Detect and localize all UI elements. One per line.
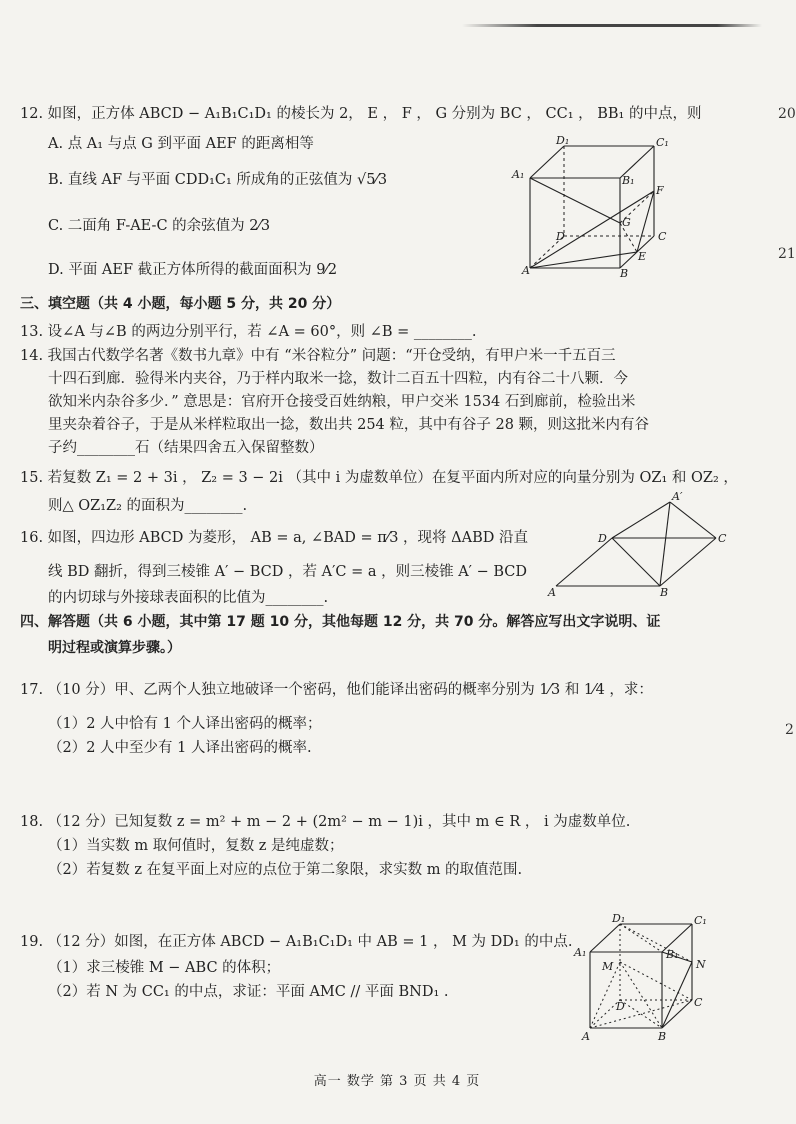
scan-artifact-line — [462, 24, 762, 27]
q18-part-1: （1）当实数 m 取何值时，复数 z 是纯虚数； — [48, 838, 344, 854]
q19-label-N: N — [696, 958, 706, 971]
q17-stem: 17. （10 分）甲、乙两个人独立地破译一个密码，他们能译出密码的概率分别为 1⁄3 和 1⁄4 ，求： — [20, 682, 653, 698]
q16-label-B: B — [660, 586, 669, 599]
page-footer: 高一 数学 第 3 页 共 4 页 — [313, 1074, 481, 1089]
edge-mark-1: 20 — [778, 106, 796, 122]
q16-rhombus-figure — [540, 490, 730, 600]
q16-line-1: 16. 如图，四边形 ABCD 为菱形， AB = a, ∠BAD = π⁄3 ，现将 ΔABD 沿直 — [20, 530, 528, 546]
q12-option-d: D. 平面 AEF 截正方体所得的截面面积为 9⁄2 — [48, 262, 338, 278]
q12-label-B: B — [620, 267, 629, 280]
section3-heading: 三、填空题（共 4 小题，每小题 5 分，共 20 分） — [20, 296, 341, 312]
q12-label-D1: D₁ — [556, 134, 570, 147]
q17-part-1: （1）2 人中恰有 1 个人译出密码的概率； — [48, 716, 322, 732]
q18-stem: 18. （12 分）已知复数 z = m² + m − 2 + (2m² − m − 1)i ，其中 m ∈ R ， i 为虚数单位. — [20, 814, 631, 830]
q19-label-M: M — [602, 960, 614, 973]
q16-line-3: 的内切球与外接球表面积的比值为________. — [48, 590, 329, 606]
q12-label-D: D — [556, 230, 565, 243]
q14-line-4: 里夹杂着谷子，于是从米样粒取出一捻，数出共 254 粒，其中有谷子 28 颗，则这批米内有谷 — [48, 417, 650, 433]
q12-option-b: B. 直线 AF 与平面 CDD₁C₁ 所成角的正弦值为 √5⁄3 — [48, 172, 388, 188]
q16-label-A: A — [548, 586, 556, 599]
q12-label-C1: C₁ — [656, 136, 669, 149]
q14-line-3: 欲知米内杂谷多少．” 意思是：官府开仓接受百姓纳粮，甲户交米 1534 石到廊前，检验出米 — [48, 394, 636, 410]
q18-part-2: （2）若复数 z 在复平面上对应的点位于第二象限，求实数 m 的取值范围. — [48, 862, 523, 878]
q19-label-D1: D₁ — [612, 912, 626, 925]
q17-part-2: （2）2 人中至少有 1 人译出密码的概率. — [48, 740, 312, 756]
q12-label-G: G — [622, 216, 631, 229]
q14-line-1: 14. 我国古代数学名著《数书九章》中有 “米谷粒分” 问题：“开仓受纳，有甲户米一千五百三 — [20, 348, 616, 364]
q15-line-2: 则△ OZ₁Z₂ 的面积为________. — [48, 498, 248, 514]
q16-label-Aprime: A′ — [672, 490, 683, 503]
q19-part-2: （2）若 N 为 CC₁ 的中点，求证：平面 AMC // 平面 BND₁ . — [48, 984, 449, 1000]
q12-option-a: A. 点 A₁ 与点 G 到平面 AEF 的距离相等 — [48, 136, 314, 152]
q12-label-F: F — [656, 184, 664, 197]
q12-label-A: A — [522, 264, 530, 277]
q19-stem: 19. （12 分）如图，在正方体 ABCD − A₁B₁C₁D₁ 中 AB = 1 ， M 为 DD₁ 的中点. — [20, 934, 573, 950]
section4-heading-line-1: 四、解答题（共 6 小题，其中第 17 题 10 分，其他每题 12 分，共 70 分。解答应写出文字说明、证 — [20, 614, 661, 630]
q12-option-c: C. 二面角 F-AE-C 的余弦值为 2⁄3 — [48, 218, 271, 234]
q12-label-C: C — [658, 230, 667, 243]
q16-line-2: 线 BD 翻折，得到三棱锥 A′ − BCD ，若 A′C = a ，则三棱锥 A′ − BCD — [48, 564, 527, 580]
q12-label-B1: B₁ — [622, 174, 635, 187]
q16-label-C: C — [718, 532, 727, 545]
q19-part-1: （1）求三棱锥 M − ABC 的体积； — [48, 960, 281, 976]
q19-cube-figure — [570, 910, 720, 1050]
q15-line-1: 15. 若复数 Z₁ = 2 + 3i ， Z₂ = 3 − 2i （其中 i 为虚数单位）在复平面内所对应的向量分别为 OZ₁ 和 OZ₂ ， — [20, 470, 738, 486]
q19-label-A: A — [582, 1030, 590, 1043]
q19-label-C1: C₁ — [694, 914, 707, 927]
q14-line-2: 十四石到廊．验得米内夹谷，乃于样内取米一捻，数计二百五十四粒，内有谷二十八颗．今 — [48, 371, 628, 387]
q19-label-A1: A₁ — [574, 946, 587, 959]
q12-stem: 12. 如图，正方体 ABCD − A₁B₁C₁D₁ 的棱长为 2， E ， F ， G 分别为 BC ， CC₁ ， BB₁ 的中点，则 — [20, 106, 702, 122]
section4-heading-line-2: 明过程或演算步骤。） — [48, 640, 181, 656]
q19-label-D: D — [616, 1000, 625, 1013]
q13-text: 13. 设∠A 与∠B 的两边分别平行，若 ∠A = 60°，则 ∠B = ________. — [20, 324, 477, 340]
q19-label-C: C — [694, 996, 703, 1009]
q12-cube-figure — [510, 132, 680, 282]
q19-label-B1: B₁ — [666, 948, 679, 961]
q12-label-E: E — [638, 250, 647, 263]
q12-label-A1: A₁ — [512, 168, 525, 181]
edge-mark-3: 2 — [785, 722, 794, 738]
q19-label-B: B — [658, 1030, 667, 1043]
edge-mark-2: 21 — [778, 246, 796, 262]
q16-label-D: D — [598, 532, 607, 545]
q14-line-5: 子约________石（结果四舍五入保留整数） — [48, 440, 324, 456]
